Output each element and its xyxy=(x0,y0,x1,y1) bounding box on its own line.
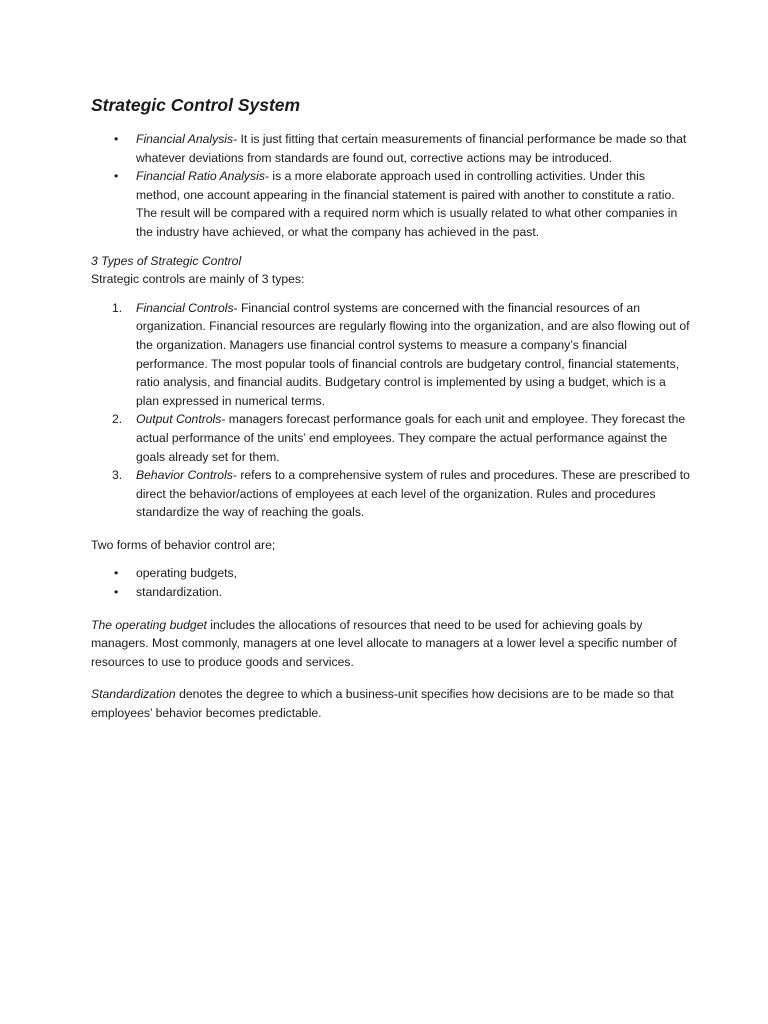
document-body xyxy=(91,94,691,723)
item-text: - managers forecast performance goals for each unit and employee. They forecast the actual performance of the units’ end employees. They compare the actual performance against the goals already set for them. xyxy=(136,412,686,464)
term-label: Financial Ratio Analysis xyxy=(136,169,265,184)
list-item-behavior-controls xyxy=(91,466,691,522)
page-title: Strategic Control System xyxy=(91,95,301,115)
section-intro: Strategic controls are mainly of 3 types: xyxy=(91,272,305,287)
intro-bullet-list xyxy=(91,130,691,242)
term-label: Financial Controls xyxy=(136,300,234,315)
list-item-standardization xyxy=(91,583,691,602)
list-number: 2. xyxy=(112,412,123,427)
list-number: 1. xyxy=(112,300,123,315)
bullet-icon: • xyxy=(114,132,119,146)
bullet-icon: • xyxy=(114,585,119,600)
list-item-financial-ratio-analysis xyxy=(91,167,691,241)
operating-budget-paragraph xyxy=(91,616,691,672)
section-heading: 3 Types of Strategic Control xyxy=(91,253,242,268)
term-label: Standardization xyxy=(91,687,176,702)
list-item-output-controls xyxy=(91,410,691,466)
term-label: Financial Analysis xyxy=(136,132,234,146)
standardization-paragraph xyxy=(91,685,691,722)
item-text: - Financial control systems are concerned with the financial resources of an organization. Financial resources are regularly flowing into the organization, and are also flowing out of the organization. Managers use financial control systems to measure a company’s financial performance. The most popular tools of financial controls are budgetary control, financial statements, ratio analysis, and financial audits. Budgetary control is implemented by using a budget, which is a plan expressed in numerical terms. xyxy=(136,300,690,408)
behavior-forms-intro: Two forms of behavior control are; xyxy=(91,537,276,552)
bullet-icon: • xyxy=(114,169,119,184)
list-item-financial-analysis xyxy=(91,130,691,167)
paragraph-text: includes the allocations of resources that need to be used for achieving goals by managers. Most commonly, managers at one level allocate to managers at a lower level a specific number of resources to use to produce goods and services. xyxy=(91,617,677,669)
term-label: Behavior Controls xyxy=(136,468,233,483)
bullet-icon: • xyxy=(114,566,119,581)
item-text: standardization. xyxy=(136,585,223,600)
paragraph-lead: The xyxy=(91,617,116,632)
term-label: Output Controls xyxy=(136,412,222,427)
item-text: - is a more elaborate approach used in controlling activities. Under this method, one account appearing in the financial statement is paired with another to constitute a ratio. The result will be compared with a required norm which is usually related to what other companies in the industry have achieved, or what the company has achieved in the past. xyxy=(136,169,678,239)
item-text: operating budgets, xyxy=(136,566,237,581)
item-text: - refers to a comprehensive system of rules and procedures. These are prescribed to direct the behavior/actions of employees at each level of the organization. Rules and procedures standardize the way of reaching the goals. xyxy=(136,468,690,520)
behavior-forms-list xyxy=(91,564,691,601)
list-item-financial-controls xyxy=(91,299,691,411)
term-label: operating budget xyxy=(115,617,207,632)
paragraph-text: denotes the degree to which a business-unit specifies how decisions are to be made so that employees’ behavior becomes predictable. xyxy=(91,687,674,721)
list-number: 3. xyxy=(112,468,123,483)
types-numbered-list xyxy=(91,299,691,522)
item-text: - It is just fitting that certain measurements of financial performance be made so that whatever deviations from standards are found out, corrective actions may be introduced. xyxy=(136,132,687,165)
list-item-operating-budgets xyxy=(91,564,691,583)
